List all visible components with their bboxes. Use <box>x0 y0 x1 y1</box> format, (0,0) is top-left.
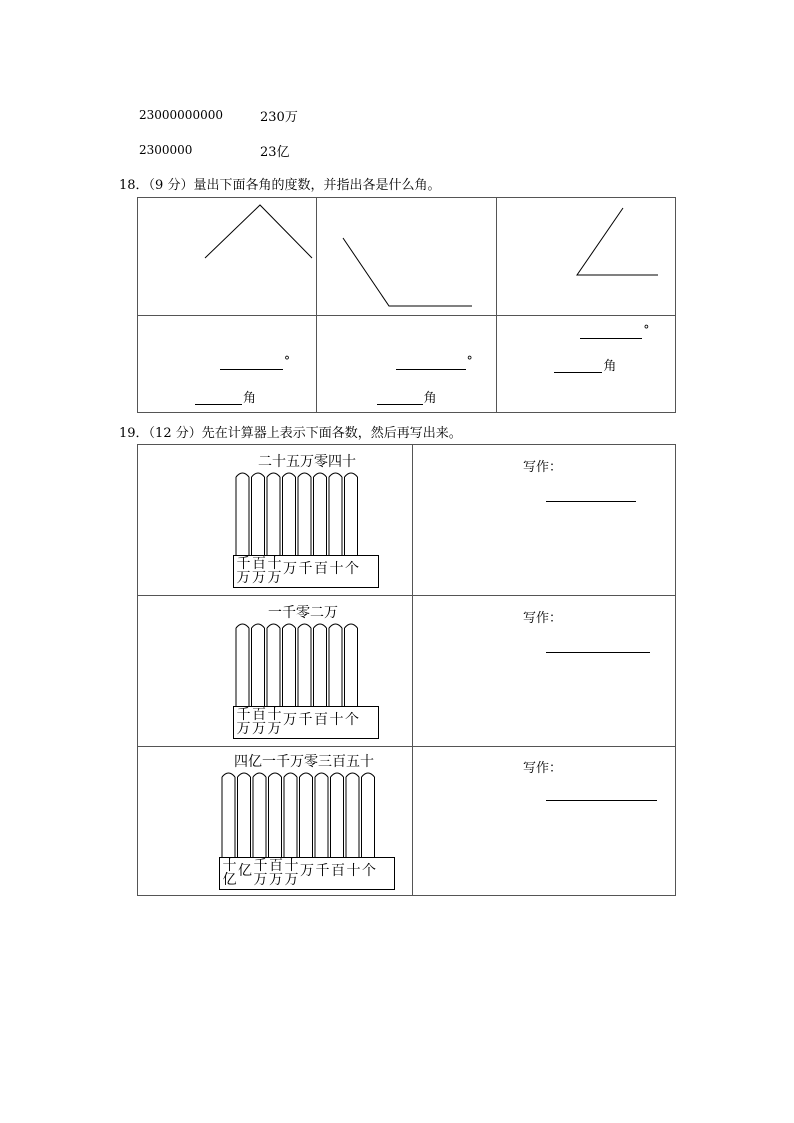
write-blank-3[interactable] <box>546 799 657 801</box>
degree-blank-1[interactable] <box>220 368 283 370</box>
abacus-rod-cap <box>253 773 266 777</box>
number-text-2: 一千零二万 <box>268 605 338 621</box>
abacus-rod <box>252 477 265 555</box>
abacus-rod-cap <box>252 624 265 628</box>
angle-cell-1 <box>138 198 317 316</box>
abacus-rod-cap <box>252 473 265 477</box>
angle-3-figure <box>497 198 675 316</box>
abacus-rod <box>284 777 297 857</box>
place-label: 个 <box>345 712 359 728</box>
abacus-rod <box>283 628 296 706</box>
place-label: 亿 <box>238 863 252 879</box>
abacus-cell-3 <box>138 747 413 896</box>
abacus-rod <box>329 477 342 555</box>
angle-2-figure <box>317 198 497 316</box>
write-label-2: 写作： <box>523 611 563 626</box>
abacus-rod-cap <box>298 624 311 628</box>
abacus-rod <box>314 477 327 555</box>
abacus-rod-cap <box>267 473 280 477</box>
abacus-rod <box>269 777 282 857</box>
matching-row1-right: 230万 <box>260 110 298 125</box>
write-blank-1[interactable] <box>546 500 636 502</box>
place-label: 百万 <box>252 707 266 737</box>
abacus-rod <box>238 777 251 857</box>
write-cell-2 <box>413 596 676 747</box>
abacus-rod-cap <box>238 773 251 777</box>
angle-word-3: 角 <box>603 359 617 374</box>
matching-row2-right: 23亿 <box>260 145 290 160</box>
abacus-rod-cap <box>300 773 313 777</box>
answer-cell-2 <box>316 316 497 413</box>
write-blank-2[interactable] <box>546 651 650 653</box>
place-label: 百 <box>314 561 328 577</box>
abacus-rod-cap <box>329 473 342 477</box>
angle-type-blank-3[interactable] <box>554 371 602 373</box>
place-label: 千 <box>298 561 313 577</box>
abacus-rod <box>331 777 344 857</box>
answer-cell-3 <box>497 316 676 413</box>
place-label: 万 <box>300 863 314 879</box>
place-label: 百 <box>314 712 328 728</box>
place-label: 千万 <box>236 707 251 737</box>
place-label: 个 <box>345 561 359 577</box>
place-label-box-2 <box>233 706 379 739</box>
abacus-rod-cap <box>236 473 249 477</box>
degree-blank-3[interactable] <box>580 337 642 339</box>
abacus-rod <box>345 628 358 706</box>
q19-abacus-table <box>137 444 676 896</box>
write-cell-3 <box>413 747 676 896</box>
abacus-rod-cap <box>345 624 358 628</box>
angle-1-figure <box>138 198 316 316</box>
write-label-3: 写作： <box>523 761 563 776</box>
place-label: 十万 <box>284 858 299 888</box>
abacus-rod-cap <box>314 473 327 477</box>
place-label: 千万 <box>253 858 268 888</box>
abacus-rod <box>346 777 359 857</box>
angle-word-1: 角 <box>243 391 257 406</box>
abacus-rod <box>267 628 280 706</box>
place-label: 万 <box>283 712 297 728</box>
abacus-rod <box>298 628 311 706</box>
abacus-rod <box>314 628 327 706</box>
q18-title: 18．（9 分）量出下面各角的度数，并指出各是什么角。 <box>119 178 441 193</box>
abacus-rod-cap <box>236 624 249 628</box>
abacus-rod-cap <box>283 473 296 477</box>
abacus-rod-cap <box>329 624 342 628</box>
angle-type-blank-1[interactable] <box>195 403 242 405</box>
place-label: 百 <box>331 863 345 879</box>
abacus-rod-cap <box>345 473 358 477</box>
number-text-3: 四亿一千万零三百五十 <box>234 754 374 770</box>
abacus-rod <box>253 777 266 857</box>
abacus-rod <box>362 777 375 857</box>
write-cell-1 <box>413 445 676 596</box>
abacus-rod <box>267 477 280 555</box>
abacus-rod <box>222 777 235 857</box>
abacus-rod <box>298 477 311 555</box>
place-label: 十 <box>329 561 344 577</box>
angle-cell-2 <box>316 198 497 316</box>
abacus-rod-cap <box>362 773 375 777</box>
abacus-rod-cap <box>284 773 297 777</box>
place-label: 十 <box>329 712 344 728</box>
abacus-rod-cap <box>346 773 359 777</box>
q18-angle-table <box>137 197 676 413</box>
abacus-rod-cap <box>269 773 282 777</box>
degree-mark-1: ° <box>284 354 290 368</box>
place-label-box-3 <box>219 857 395 890</box>
angle-word-2: 角 <box>423 391 437 406</box>
abacus-rod <box>236 628 249 706</box>
place-label: 十万 <box>267 556 282 586</box>
abacus-rod <box>236 477 249 555</box>
number-text-1: 二十五万零四十 <box>258 454 356 470</box>
place-label: 十 <box>346 863 361 879</box>
abacus-rod-cap <box>315 773 328 777</box>
degree-mark-2: ° <box>466 354 473 368</box>
abacus-rod-cap <box>331 773 344 777</box>
place-label: 百万 <box>269 858 283 888</box>
matching-row2-left: 2300000 <box>139 143 193 157</box>
answer-cell-1 <box>138 316 317 413</box>
angle-cell-3 <box>497 198 676 316</box>
write-label-1: 写作： <box>523 460 563 475</box>
place-label: 百万 <box>252 556 266 586</box>
abacus-rod <box>315 777 328 857</box>
abacus-rod-cap <box>222 773 235 777</box>
matching-row1-left: 23000000000 <box>139 108 223 122</box>
angle-type-blank-2[interactable] <box>377 403 423 405</box>
place-label: 十亿 <box>222 858 237 888</box>
place-label: 个 <box>362 863 376 879</box>
degree-mark-3: ° <box>643 323 650 337</box>
place-label: 千 <box>298 712 313 728</box>
place-label: 千万 <box>236 556 251 586</box>
q19-title: 19．（12 分）先在计算器上表示下面各数，然后再写出来。 <box>119 426 462 441</box>
place-label: 十万 <box>267 707 282 737</box>
place-label: 千 <box>315 863 330 879</box>
abacus-rod <box>252 628 265 706</box>
abacus-rod-cap <box>283 624 296 628</box>
place-label-box-1 <box>233 555 379 588</box>
abacus-rod-cap <box>298 473 311 477</box>
abacus-rod <box>329 628 342 706</box>
degree-blank-2[interactable] <box>396 368 466 370</box>
abacus-rod-cap <box>267 624 280 628</box>
abacus-rod <box>345 477 358 555</box>
place-label: 万 <box>283 561 297 577</box>
abacus-rod <box>300 777 313 857</box>
abacus-cell-1 <box>138 445 413 596</box>
abacus-cell-2 <box>138 596 413 747</box>
abacus-rod <box>283 477 296 555</box>
abacus-rod-cap <box>314 624 327 628</box>
